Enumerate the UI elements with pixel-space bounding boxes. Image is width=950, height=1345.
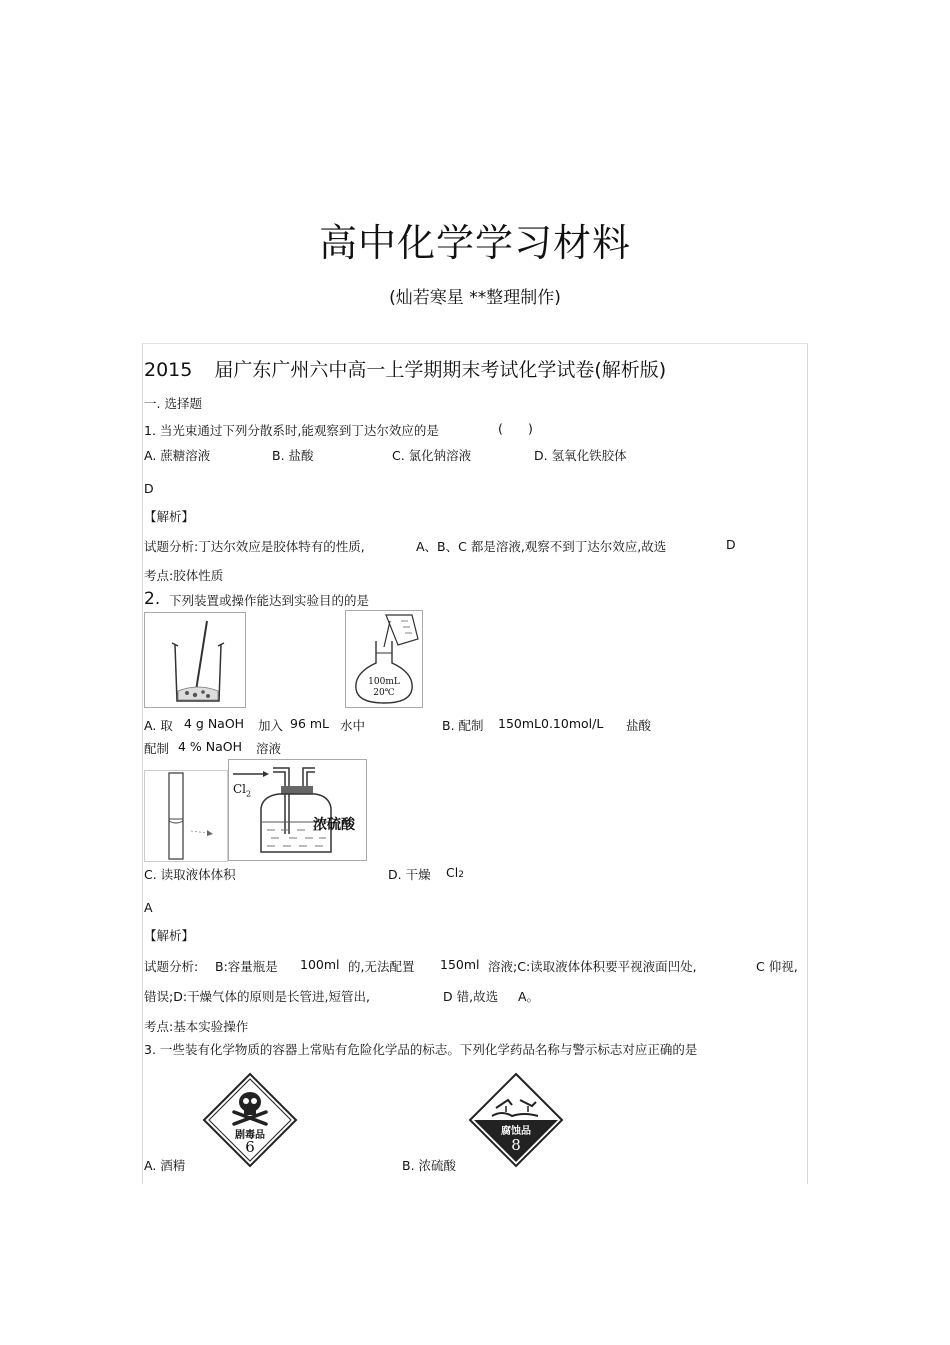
corrosive-sign-class: 8 — [511, 1136, 521, 1154]
q2-option-a-1: A. 取 — [144, 718, 173, 733]
q2-option-a-2: 4 g NaOH — [184, 716, 245, 731]
gas-label-symbol: Cl — [233, 782, 247, 796]
q2-option-d-1: D. 干燥 — [388, 867, 431, 882]
q3-option-a: A. 酒精 — [144, 1158, 186, 1173]
toxic-sign — [202, 1072, 298, 1168]
q2-answer: A — [144, 900, 153, 915]
q2-analysis-1b: B:容量瓶是 — [215, 959, 278, 974]
gas-label — [233, 782, 251, 798]
q1-point: 考点:胶体性质 — [144, 568, 224, 583]
q1-option-d: D. 氢氧化铁胶体 — [534, 448, 627, 463]
gas-bottle-figure — [228, 759, 367, 861]
exam-year: 2015 — [144, 359, 193, 381]
q2-number: 2. — [144, 589, 161, 609]
q1-analysis-part3: D — [726, 537, 736, 552]
flask-label-volume: 100mL — [368, 677, 400, 687]
q2-analysis-label: 【解析】 — [144, 928, 195, 943]
q2-option-b-3: 盐酸 — [626, 718, 652, 733]
flask-label-temp: 20℃ — [373, 688, 395, 698]
q1-paren-close: ) — [528, 421, 533, 436]
q1-option-b: B. 盐酸 — [272, 448, 314, 463]
q2-option-a-line2-1: 配制 — [144, 741, 170, 756]
cylinder-figure — [144, 770, 228, 862]
q2-option-c: C. 读取液体体积 — [144, 867, 236, 882]
toxic-sign-class: 6 — [245, 1138, 255, 1156]
q2-analysis-1f: 溶液;C:读取液体体积要平视液面凹处, — [488, 959, 697, 974]
q2-option-d-2 — [446, 865, 464, 880]
q2-analysis-1g: C 仰视, — [756, 959, 798, 974]
q2-analysis-2c: A。 — [518, 989, 540, 1004]
bottle-label: 浓硫酸 — [313, 817, 355, 833]
q2-option-a-5: 水中 — [340, 718, 366, 733]
q2-option-a-line2-3: 溶液 — [256, 741, 282, 756]
volumetric-flask-figure — [345, 610, 423, 708]
q1-option-a: A. 蔗糖溶液 — [144, 448, 211, 463]
q2-analysis-2a: 错误;D:干燥气体的原则是长管进,短管出, — [144, 989, 370, 1004]
exam-title-text: 届广东广州六中高一上学期期末考试化学试卷(解析版) — [214, 359, 667, 381]
exam-title — [144, 355, 666, 382]
document-title: 高中化学学习材料 — [318, 221, 631, 265]
q3-stem: 3. 一些装有化学物质的容器上常贴有危险化学品的标志。下列化学药品名称与警示标志对应正确的是 — [144, 1042, 698, 1057]
corrosive-sign-label: 腐蚀品 — [501, 1126, 531, 1137]
q2-analysis-1d: 的,无法配置 — [348, 959, 415, 974]
q2-option-b-2: 150mL0.10mol/L — [498, 716, 604, 731]
q2-analysis-2b: D 错,故选 — [443, 989, 499, 1004]
q2-option-b-1: B. 配制 — [442, 718, 484, 733]
q1-analysis-label: 【解析】 — [144, 509, 195, 524]
q2-analysis-1c: 100ml — [300, 957, 340, 972]
section-heading: 一. 选择题 — [144, 396, 202, 411]
corrosive-sign — [468, 1072, 564, 1168]
q3-option-b: B. 浓硫酸 — [402, 1158, 457, 1173]
q2-analysis-1a: 试题分析: — [144, 959, 199, 974]
beaker-figure — [144, 612, 246, 708]
q2-option-a-4: 96 mL — [290, 716, 330, 731]
q1-analysis-part2: A、B、C 都是溶液,观察不到丁达尔效应,故选 — [416, 539, 667, 554]
q2-option-d-subscript: 2 — [458, 870, 464, 880]
q2-option-a-3: 加入 — [258, 718, 284, 733]
q1-option-c: C. 氯化钠溶液 — [392, 448, 472, 463]
q1-answer: D — [144, 481, 154, 496]
q1-stem: 1. 当光束通过下列分散系时,能观察到丁达尔效应的是 — [144, 423, 439, 438]
document-subtitle: (灿若寒星 **整理制作) — [389, 288, 561, 308]
q2-point: 考点:基本实验操作 — [144, 1019, 249, 1034]
q2-option-a-line2-2: 4 % NaOH — [178, 739, 243, 754]
gas-label-subscript: 2 — [246, 789, 252, 799]
toxic-sign-label: 剧毒品 — [235, 1130, 265, 1141]
q2-analysis-1e: 150ml — [440, 957, 480, 972]
q2-option-d-symbol: Cl — [446, 865, 459, 880]
q2-stem: 下列装置或操作能达到实验目的的是 — [169, 593, 370, 608]
q1-analysis-part1: 试题分析:丁达尔效应是胶体特有的性质, — [144, 539, 365, 554]
q1-paren-open: ( — [498, 421, 503, 436]
